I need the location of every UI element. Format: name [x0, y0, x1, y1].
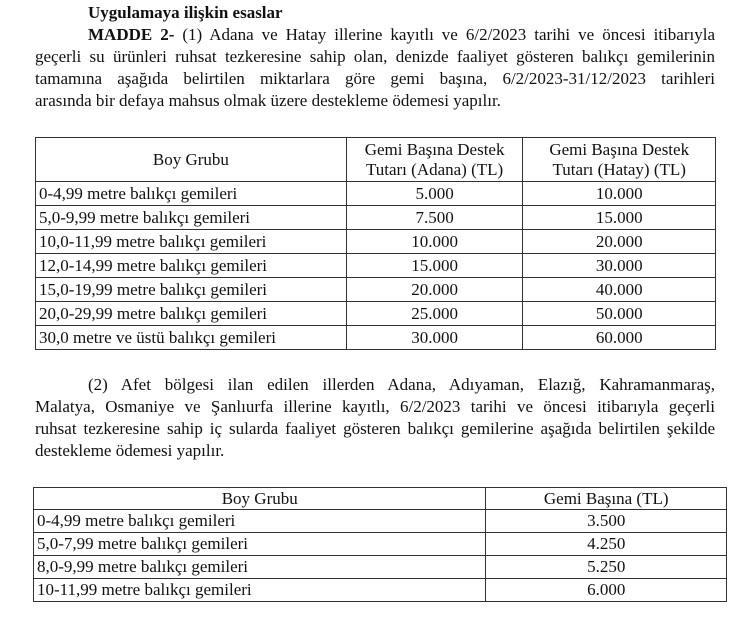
inland-waters-support-table: [33, 487, 727, 602]
paragraph-2-line-1: (2) Afet bölgesi ilan edilen illerden Adana, Adıyaman, Elazığ, Kahramanmaraş,: [88, 375, 715, 394]
section-heading: Uygulamaya ilişkin esaslar: [88, 3, 283, 22]
table-header-row: [36, 138, 716, 182]
paragraph-1-line-1: [88, 24, 715, 46]
header-hatay-amount: [523, 138, 716, 182]
cell-amount: 3.500: [486, 510, 727, 533]
header-text-line-1: Gemi Başına Destek: [364, 139, 505, 159]
cell-adana: 10.000: [346, 230, 523, 254]
table-row: [36, 230, 716, 254]
header-text-line-2: Tutarı (Adana) (TL): [365, 159, 504, 179]
cell-hatay: 60.000: [523, 326, 716, 350]
paragraph-1-line-3: tamamına aşağıda belirtilen miktarlara göre gemi başına, 6/2/2023-31/12/2023 tarihleri: [35, 69, 715, 88]
cell-hatay: 50.000: [523, 302, 716, 326]
header-text-line-2: Tutarı (Hatay) (TL): [552, 159, 686, 179]
cell-adana: 15.000: [346, 254, 523, 278]
cell-boy-grubu: 12,0-14,99 metre balıkçı gemileri: [36, 254, 347, 278]
cell-boy-grubu: 0-4,99 metre balıkçı gemileri: [36, 182, 347, 206]
cell-boy-grubu: 30,0 metre ve üstü balıkçı gemileri: [36, 326, 347, 350]
cell-hatay: 15.000: [523, 206, 716, 230]
paragraph-1-line-1-text: (1) Adana ve Hatay illerine kayıtlı ve 6/2/2023 tarihi ve öncesi itibarıyla: [174, 25, 715, 44]
header-per-ship-amount: Gemi Başına (TL): [486, 488, 727, 510]
cell-boy-grubu: 5,0-9,99 metre balıkçı gemileri: [36, 206, 347, 230]
cell-boy-grubu: 5,0-7,99 metre balıkçı gemileri: [34, 533, 486, 556]
table-row: [36, 206, 716, 230]
cell-boy-grubu: 8,0-9,99 metre balıkçı gemileri: [34, 556, 486, 579]
paragraph-2-line-3: ruhsat tezkeresine sahip iç sularda faaliyet gösteren balıkçı gemilerine aşağıda belirtilen şekilde: [35, 419, 715, 438]
cell-amount: 5.250: [486, 556, 727, 579]
table-row: [36, 302, 716, 326]
table-row: [34, 556, 727, 579]
table-row: [34, 533, 727, 556]
table-row: [36, 182, 716, 206]
header-text-line-1: Gemi Başına Destek: [549, 139, 690, 159]
cell-adana: 5.000: [346, 182, 523, 206]
cell-boy-grubu: 10-11,99 metre balıkçı gemileri: [34, 579, 486, 602]
cell-amount: 4.250: [486, 533, 727, 556]
header-adana-amount: [346, 138, 523, 182]
table-header-row: [34, 488, 727, 510]
table-row: [34, 579, 727, 602]
cell-boy-grubu: 15,0-19,99 metre balıkçı gemileri: [36, 278, 347, 302]
paragraph-2-line-2: Malatya, Osmaniye ve Şanlıurfa illerine kayıtlı, 6/2/2023 tarihi ve öncesi itibarıyla geçerli: [35, 397, 715, 416]
table-row: [36, 254, 716, 278]
paragraph-2-line-4: destekleme ödemesi yapılır.: [35, 441, 225, 460]
paragraph-1-line-2: geçerli su ürünleri ruhsat tezkeresine sahip olan, denizde faaliyet gösteren balıkçı gemilerinin: [35, 47, 715, 66]
paragraph-1-line-4: arasında bir defaya mahsus olmak üzere destekleme ödemesi yapılır.: [35, 91, 501, 110]
cell-boy-grubu: 10,0-11,99 metre balıkçı gemileri: [36, 230, 347, 254]
cell-adana: 25.000: [346, 302, 523, 326]
header-boy-grubu: Boy Grubu: [34, 488, 486, 510]
cell-hatay: 30.000: [523, 254, 716, 278]
article-label: MADDE 2-: [88, 25, 175, 44]
cell-adana: 7.500: [346, 206, 523, 230]
cell-hatay: 40.000: [523, 278, 716, 302]
cell-hatay: 10.000: [523, 182, 716, 206]
table-row: [36, 326, 716, 350]
table-row: [36, 278, 716, 302]
cell-amount: 6.000: [486, 579, 727, 602]
cell-hatay: 20.000: [523, 230, 716, 254]
cell-adana: 30.000: [346, 326, 523, 350]
cell-boy-grubu: 20,0-29,99 metre balıkçı gemileri: [36, 302, 347, 326]
header-text: Boy Grubu: [152, 149, 229, 169]
cell-adana: 20.000: [346, 278, 523, 302]
cell-boy-grubu: 0-4,99 metre balıkçı gemileri: [34, 510, 486, 533]
table-row: [34, 510, 727, 533]
header-boy-grubu: [36, 138, 347, 182]
support-amount-table-adana-hatay: [35, 137, 716, 350]
